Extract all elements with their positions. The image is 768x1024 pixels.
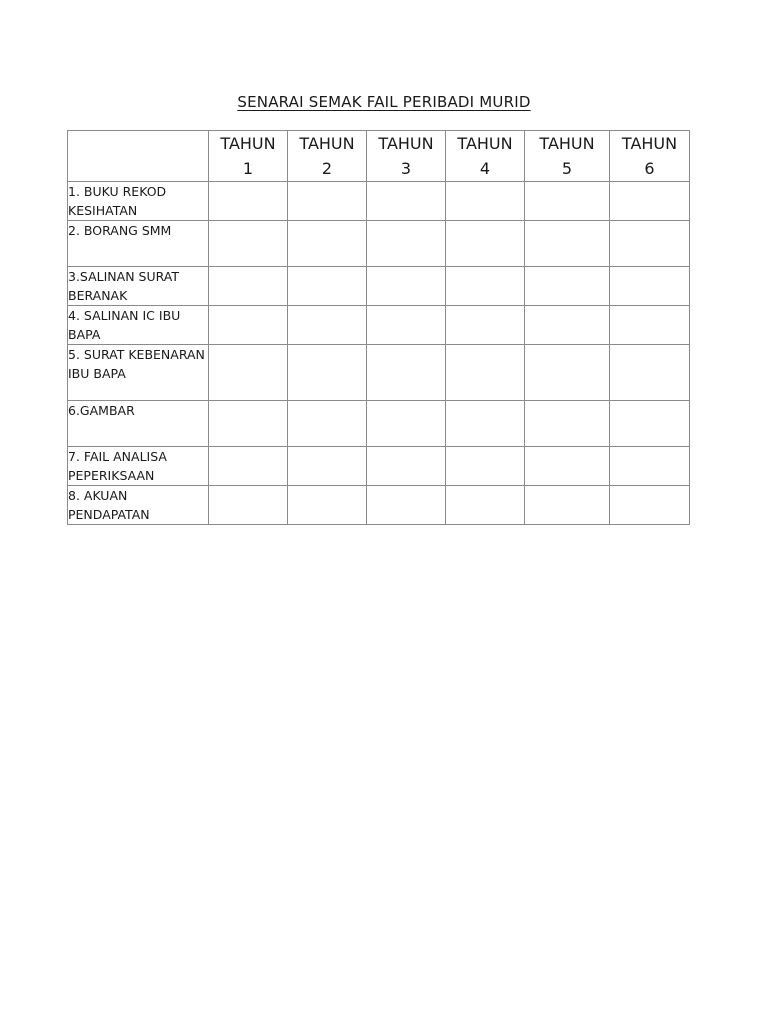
check-cell-tahun-4 — [446, 182, 525, 221]
document-title-text: SENARAI SEMAK FAIL PERIBADI MURID — [237, 93, 531, 111]
check-cell-tahun-6 — [610, 221, 690, 267]
year-header-number: 3 — [400, 159, 412, 178]
year-header-label: TAHUN — [299, 134, 355, 153]
check-cell-tahun-4 — [446, 447, 525, 486]
check-cell-tahun-6 — [610, 345, 690, 401]
table-row — [68, 401, 690, 447]
check-cell-tahun-4 — [446, 486, 525, 525]
check-cell-tahun-1 — [209, 267, 288, 306]
check-cell-tahun-3 — [367, 447, 446, 486]
table-row — [68, 486, 690, 525]
year-header-1 — [209, 131, 288, 182]
check-cell-tahun-3 — [367, 221, 446, 267]
document-title — [0, 93, 768, 111]
check-cell-tahun-2 — [288, 486, 367, 525]
year-header-label: TAHUN — [220, 134, 276, 153]
check-cell-tahun-4 — [446, 306, 525, 345]
item-label: 4. SALINAN IC IBU BAPA — [68, 306, 209, 345]
check-cell-tahun-6 — [610, 182, 690, 221]
check-cell-tahun-1 — [209, 447, 288, 486]
check-cell-tahun-2 — [288, 345, 367, 401]
year-header-number: 5 — [561, 159, 573, 178]
check-cell-tahun-2 — [288, 401, 367, 447]
check-cell-tahun-5 — [525, 306, 610, 345]
year-header-number: 1 — [242, 159, 254, 178]
check-cell-tahun-6 — [610, 306, 690, 345]
check-cell-tahun-5 — [525, 447, 610, 486]
check-cell-tahun-1 — [209, 306, 288, 345]
check-cell-tahun-4 — [446, 401, 525, 447]
check-cell-tahun-2 — [288, 447, 367, 486]
check-cell-tahun-6 — [610, 401, 690, 447]
year-header-label: TAHUN — [621, 134, 678, 153]
check-cell-tahun-5 — [525, 267, 610, 306]
year-header-number: 4 — [479, 159, 491, 178]
check-cell-tahun-6 — [610, 267, 690, 306]
check-cell-tahun-1 — [209, 182, 288, 221]
item-label: 7. FAIL ANALISA PEPERIKSAAN — [68, 447, 209, 486]
check-cell-tahun-3 — [367, 267, 446, 306]
check-cell-tahun-6 — [610, 486, 690, 525]
check-cell-tahun-1 — [209, 486, 288, 525]
table-row — [68, 267, 690, 306]
header-row — [68, 131, 690, 182]
year-header-label: TAHUN — [539, 134, 595, 153]
table-row — [68, 221, 690, 267]
check-cell-tahun-3 — [367, 401, 446, 447]
check-cell-tahun-2 — [288, 221, 367, 267]
check-cell-tahun-3 — [367, 486, 446, 525]
year-header-number: 6 — [644, 159, 655, 178]
check-cell-tahun-6 — [610, 447, 690, 486]
item-label: 6.GAMBAR — [68, 401, 209, 447]
table-row — [68, 447, 690, 486]
check-cell-tahun-2 — [288, 306, 367, 345]
check-cell-tahun-3 — [367, 345, 446, 401]
check-cell-tahun-2 — [288, 182, 367, 221]
item-label: 2. BORANG SMM — [68, 221, 209, 267]
table-row — [68, 306, 690, 345]
check-cell-tahun-2 — [288, 267, 367, 306]
year-header-label: TAHUN — [457, 134, 513, 153]
check-cell-tahun-4 — [446, 345, 525, 401]
check-cell-tahun-1 — [209, 345, 288, 401]
year-header-label: TAHUN — [378, 134, 434, 153]
item-label: 8. AKUAN PENDAPATAN — [68, 486, 209, 525]
check-cell-tahun-4 — [446, 267, 525, 306]
check-cell-tahun-1 — [209, 401, 288, 447]
year-header-3 — [367, 131, 446, 182]
year-header-4 — [446, 131, 525, 182]
check-cell-tahun-5 — [525, 345, 610, 401]
item-label: 5. SURAT KEBENARAN IBU BAPA — [68, 345, 209, 401]
year-header-number: 2 — [321, 159, 333, 178]
year-header-6 — [610, 131, 690, 182]
check-cell-tahun-3 — [367, 306, 446, 345]
checklist-table — [67, 130, 690, 525]
check-cell-tahun-4 — [446, 221, 525, 267]
check-cell-tahun-3 — [367, 182, 446, 221]
check-cell-tahun-5 — [525, 486, 610, 525]
check-cell-tahun-1 — [209, 221, 288, 267]
year-header-5 — [525, 131, 610, 182]
table-row — [68, 182, 690, 221]
check-cell-tahun-5 — [525, 401, 610, 447]
item-label: 1. BUKU REKOD KESIHATAN — [68, 182, 209, 221]
table-row — [68, 345, 690, 401]
check-cell-tahun-5 — [525, 221, 610, 267]
corner-header-cell — [68, 131, 209, 182]
year-header-2 — [288, 131, 367, 182]
item-label: 3.SALINAN SURAT BERANAK — [68, 267, 209, 306]
check-cell-tahun-5 — [525, 182, 610, 221]
